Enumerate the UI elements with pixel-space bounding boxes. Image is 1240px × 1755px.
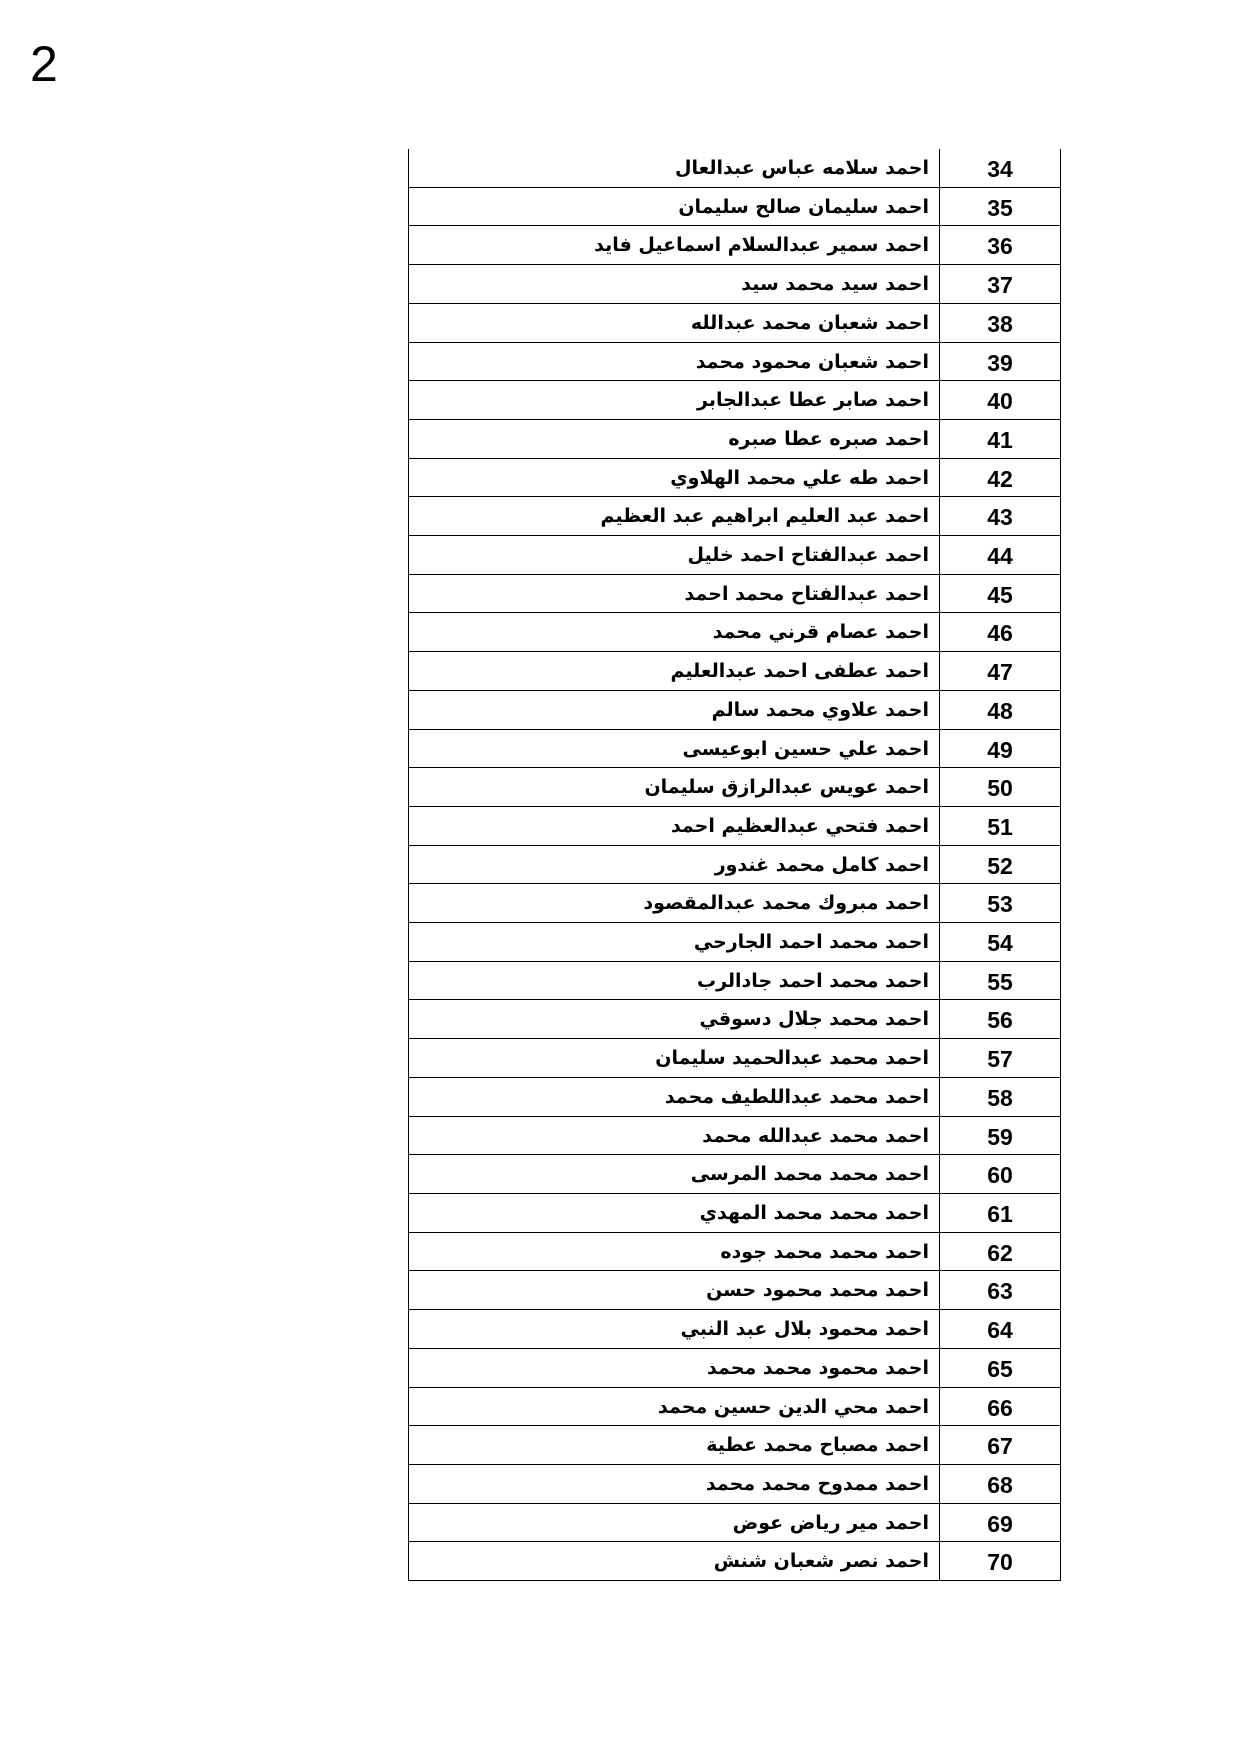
row-number: 41 [987,426,1013,453]
row-name: احمد شعبان محمود محمد [409,343,940,381]
row-name: احمد محمد احمد الجارحي [409,923,940,961]
row-number: 35 [987,194,1013,221]
row-name: احمد مبروك محمد عبدالمقصود [409,884,940,922]
row-name: احمد علاوي محمد سالم [409,691,940,729]
names-table [408,149,1061,1581]
table-row [409,536,1060,575]
row-name: احمد عطفى احمد عبدالعليم [409,652,940,690]
table-row [409,420,1060,459]
row-number: 36 [987,233,1013,260]
row-name: احمد محمود بلال عبد النبي [409,1310,940,1348]
table-row [409,1000,1060,1039]
table-row [409,1349,1060,1388]
row-name: احمد فتحي عبدالعظيم احمد [409,807,940,845]
row-name: احمد عصام قرني محمد [409,613,940,651]
row-number: 68 [987,1471,1013,1498]
row-name: احمد محمد محمد جوده [409,1233,940,1271]
row-name: احمد محمد عبدالحميد سليمان [409,1039,940,1077]
row-name: احمد محي الدين حسين محمد [409,1388,940,1426]
row-name: احمد عبدالفتاح احمد خليل [409,536,940,574]
table-row [409,1542,1060,1581]
row-number: 63 [987,1278,1013,1305]
row-name: احمد سليمان صالح سليمان [409,188,940,226]
row-name: احمد سيد محمد سيد [409,265,940,303]
row-number: 40 [987,388,1013,415]
table-row [409,652,1060,691]
row-number: 55 [987,968,1013,995]
row-number: 52 [987,852,1013,879]
table-row [409,1078,1060,1117]
table-row [409,226,1060,265]
row-name: احمد محمد جلال دسوقي [409,1000,940,1038]
table-row [409,1504,1060,1543]
row-name: احمد عبدالفتاح محمد احمد [409,575,940,613]
table-row [409,1155,1060,1194]
table-row [409,1117,1060,1156]
table-row [409,1426,1060,1465]
row-number: 38 [987,310,1013,337]
table-row [409,304,1060,343]
table-row [409,1233,1060,1272]
row-number: 54 [987,930,1013,957]
table-row [409,497,1060,536]
row-number: 59 [987,1123,1013,1150]
row-number: 65 [987,1355,1013,1382]
row-name: احمد مصباح محمد عطية [409,1426,940,1464]
page-number: 2 [30,36,58,92]
row-number: 49 [987,736,1013,763]
table-row [409,613,1060,652]
row-name: احمد سلامه عباس عبدالعال [409,149,940,187]
row-name: احمد نصر شعبان شنش [409,1542,940,1580]
row-number: 46 [987,620,1013,647]
row-number: 50 [987,775,1013,802]
table-row [409,459,1060,498]
table-row [409,768,1060,807]
row-number: 56 [987,1007,1013,1034]
row-name: احمد صبره عطا صبره [409,420,940,458]
table-row [409,730,1060,769]
row-number: 64 [987,1317,1013,1344]
row-number: 62 [987,1239,1013,1266]
row-number: 39 [987,349,1013,376]
table-row [409,962,1060,1001]
row-number: 61 [987,1200,1013,1227]
row-number: 67 [987,1433,1013,1460]
table-row [409,1271,1060,1310]
row-number: 60 [987,1162,1013,1189]
table-row [409,923,1060,962]
row-name: احمد شعبان محمد عبدالله [409,304,940,342]
row-number: 37 [987,272,1013,299]
table-row [409,846,1060,885]
row-name: احمد محمد محمد المهدي [409,1194,940,1232]
row-name: احمد محمد احمد جادالرب [409,962,940,1000]
row-name: احمد محمد محمد المرسى [409,1155,940,1193]
row-number: 57 [987,1046,1013,1073]
table-row [409,265,1060,304]
table-row [409,691,1060,730]
row-name: احمد عويس عبدالرازق سليمان [409,768,940,806]
table-row [409,188,1060,227]
row-number: 53 [987,891,1013,918]
row-name: احمد عبد العليم ابراهيم عبد العظيم [409,497,940,535]
row-number: 48 [987,697,1013,724]
row-number: 51 [987,813,1013,840]
row-number: 47 [987,659,1013,686]
row-name: احمد مير رياض عوض [409,1504,940,1542]
row-number: 44 [987,543,1013,570]
row-name: احمد سمير عبدالسلام اسماعيل فايد [409,226,940,264]
table-row [409,149,1060,188]
row-number: 69 [987,1510,1013,1537]
row-number: 43 [987,504,1013,531]
row-number: 34 [987,156,1013,182]
row-number: 45 [987,581,1013,608]
row-name: احمد صابر عطا عبدالجابر [409,381,940,419]
row-number: 66 [987,1394,1013,1421]
row-name: احمد محمد عبدالله محمد [409,1117,940,1155]
row-name: احمد كامل محمد غندور [409,846,940,884]
row-name: احمد محمد محمود حسن [409,1271,940,1309]
row-name: احمد محمود محمد محمد [409,1349,940,1387]
table-row [409,1465,1060,1504]
table-row [409,381,1060,420]
row-number: 42 [987,465,1013,492]
row-number: 70 [987,1549,1013,1576]
row-name: احمد علي حسين ابوعيسى [409,730,940,768]
table-row [409,1388,1060,1427]
row-number: 58 [987,1084,1013,1111]
table-row [409,343,1060,382]
row-name: احمد طه علي محمد الهلاوي [409,459,940,497]
row-name: احمد ممدوح محمد محمد [409,1465,940,1503]
table-row [409,1039,1060,1078]
table-row [409,1194,1060,1233]
table-row [409,575,1060,614]
table-row [409,807,1060,846]
row-name: احمد محمد عبداللطيف محمد [409,1078,940,1116]
table-row [409,884,1060,923]
table-row [409,1310,1060,1349]
